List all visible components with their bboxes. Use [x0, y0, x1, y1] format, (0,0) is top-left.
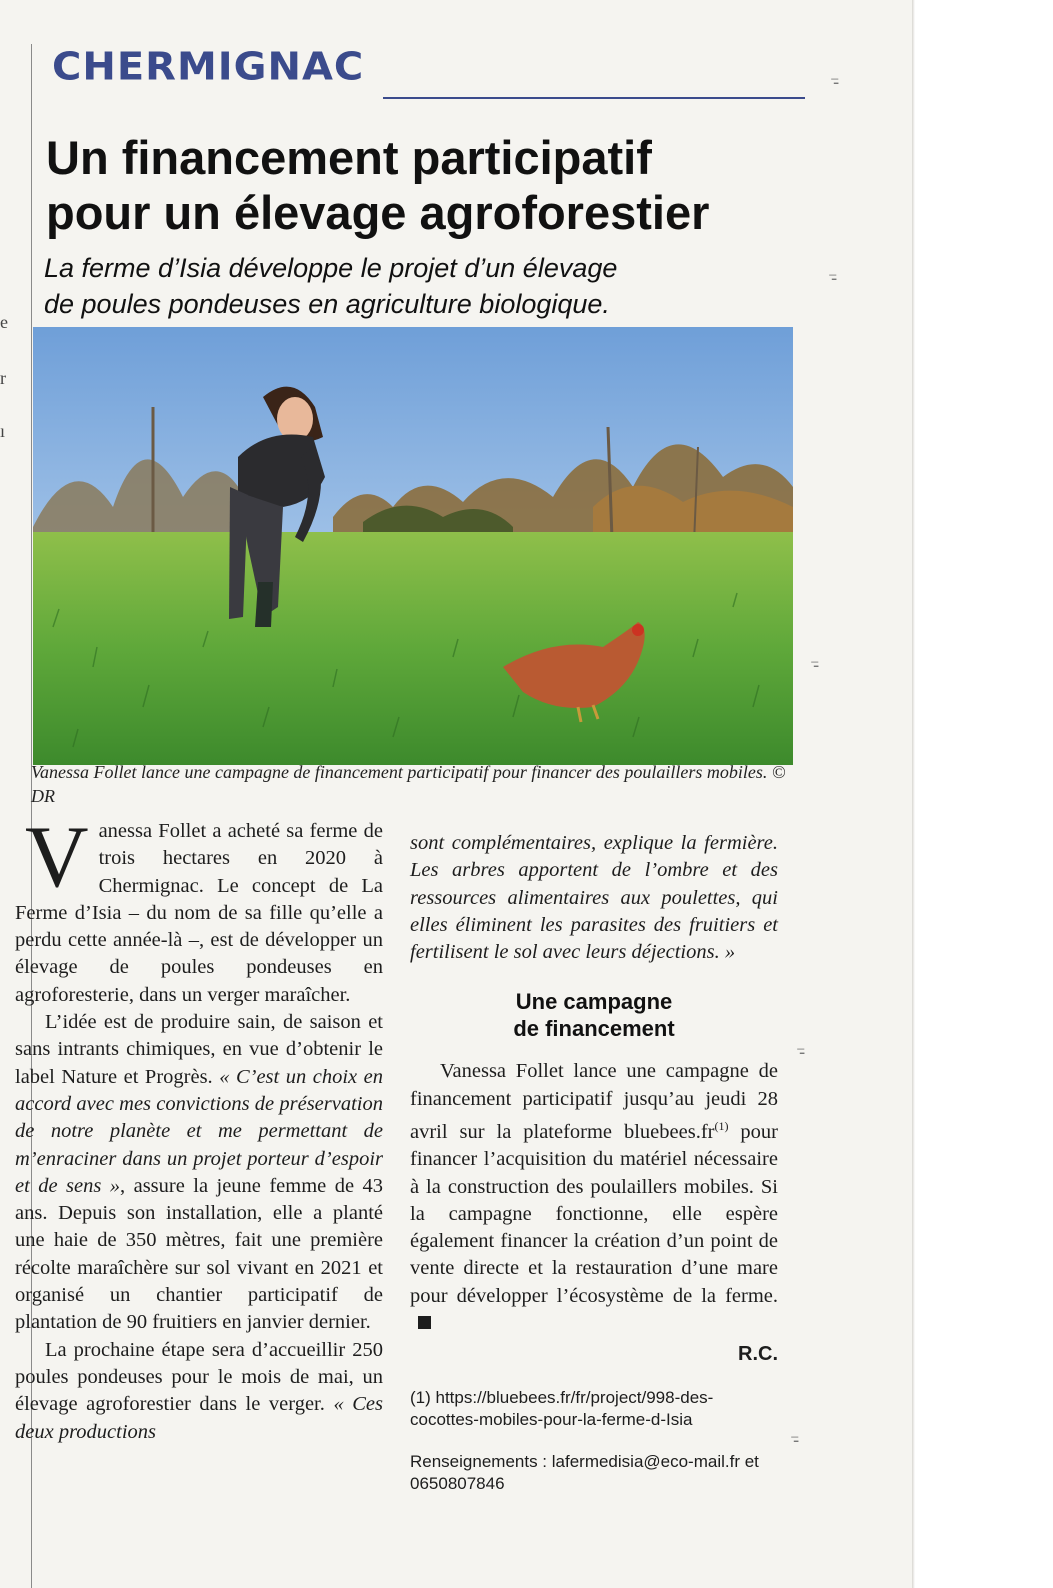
paragraph-4-text-a: Vanessa Follet lance une campagne de financement participatif jusqu’au jeudi 28 avril sur la plateforme bluebees.fr — [410, 1060, 778, 1143]
article-subhead — [410, 988, 778, 1042]
meadow — [33, 532, 793, 765]
author-signature: R.C. — [738, 1343, 778, 1366]
article-standfirst — [44, 250, 764, 322]
paragraph-1 — [15, 809, 383, 1009]
staple-mark-icon: ⁻̵ — [790, 1430, 800, 1451]
paper-edge — [912, 0, 915, 1588]
cut-text-fragment: e — [0, 312, 8, 332]
paragraph-1-text: anessa Follet a acheté sa ferme de trois hectares en 2020 à Chermignac. Le concept de La Ferme d’Isia – du nom de sa fille qu’elle a perdu cette année-là –, est de développer un élevage de poules pondeuses en agroforesterie, dans un verger maraîcher. — [15, 820, 383, 1006]
paragraph-2-text-a: L’idée est de produire sain, de saison et sans intrants chimiques, en vue d’obtenir le label Nature et Progrès. — [15, 1011, 383, 1088]
staple-mark-icon: ⁻̵ — [796, 1042, 806, 1063]
headline-line-1: Un financement participatif — [46, 131, 652, 184]
standfirst-line-2: de poules pondeuses en agriculture biologique. — [44, 289, 610, 319]
section-tag: CHERMIGNAC — [52, 45, 365, 89]
paragraph-3 — [15, 1337, 383, 1446]
footnote-ref: (1) — [714, 1119, 729, 1134]
paragraph-4-text-b: pour financer l’acquisition du matériel nécessaire à la construction des poulaillers mobiles. Si la campagne fonctionne, elle espère également financer la création d’un point de vente directe et la restauration d’une mare pour développer l’écosystème de la ferme. — [410, 1120, 779, 1307]
paragraph-4 — [410, 1058, 778, 1337]
staple-mark-icon: ⁻̵ — [828, 268, 838, 289]
article-headline — [46, 130, 806, 240]
staple-mark-icon: ⁻̵ — [830, 72, 840, 93]
paragraph-3-continued: sont complémentaires, explique la fermière. Les arbres apportent de l’ombre et des ressources alimentaires aux poulettes, qui elles éliminent les parasites des fruitiers et fertilisent le sol avec leurs déjections. » — [410, 832, 778, 964]
drop-cap: V — [25, 809, 89, 906]
paragraph-2-quote: « C’est un choix en accord avec mes convictions de préservation de notre planète et me permettant de m’enraciner dans un projet porteur d’espoir et de sens » — [15, 1065, 383, 1197]
footnote: (1) https://bluebees.fr/fr/project/998-des-cocottes-mobiles-pour-la-ferme-d-Isia — [410, 1387, 714, 1429]
article-photo — [33, 327, 793, 765]
section-rule — [383, 97, 805, 99]
end-mark-icon — [418, 1316, 431, 1329]
paragraph-2-text-b: , assure la jeune femme de 43 ans. Depuis son installation, elle a planté une haie de 350 mètres, fait une première récolte maraîchère sur sol vivant en 2021 et organisé un chantier participatif de plantation de 90 fruitiers en janvier dernier. — [15, 1174, 383, 1334]
cut-text-fragment: r — [0, 368, 6, 388]
headline-line-2: pour un élevage agroforestier — [46, 186, 710, 239]
standfirst-line-1: La ferme d’Isia développe le projet d’un élevage — [44, 253, 618, 283]
staple-mark-icon: ⁻̵ — [810, 655, 820, 676]
subhead-line-2: de financement — [513, 1016, 675, 1042]
paragraph-3-quote-start: « Ces deux productions — [15, 1393, 383, 1443]
contact-info: Renseignements : lafermedisia@eco-mail.fr et 0650807846 — [410, 1451, 759, 1493]
subhead-line-1: Une campagne — [515, 989, 673, 1015]
paragraph-2 — [15, 1009, 383, 1337]
photo-caption: Vanessa Follet lance une campagne de financement participatif pour financer des poulaillers mobiles. © DR — [31, 762, 786, 806]
cut-text-fragment: ı — [0, 421, 6, 441]
article-column-1 — [15, 809, 383, 1446]
farm-photo-illustration — [33, 327, 793, 765]
paragraph-3-text: La prochaine étape sera d’accueillir 250 poules pondeuses pour le mois de mai, un élevage agroforestier dans le verger. — [15, 1338, 383, 1416]
article-column-2 — [410, 830, 778, 1495]
